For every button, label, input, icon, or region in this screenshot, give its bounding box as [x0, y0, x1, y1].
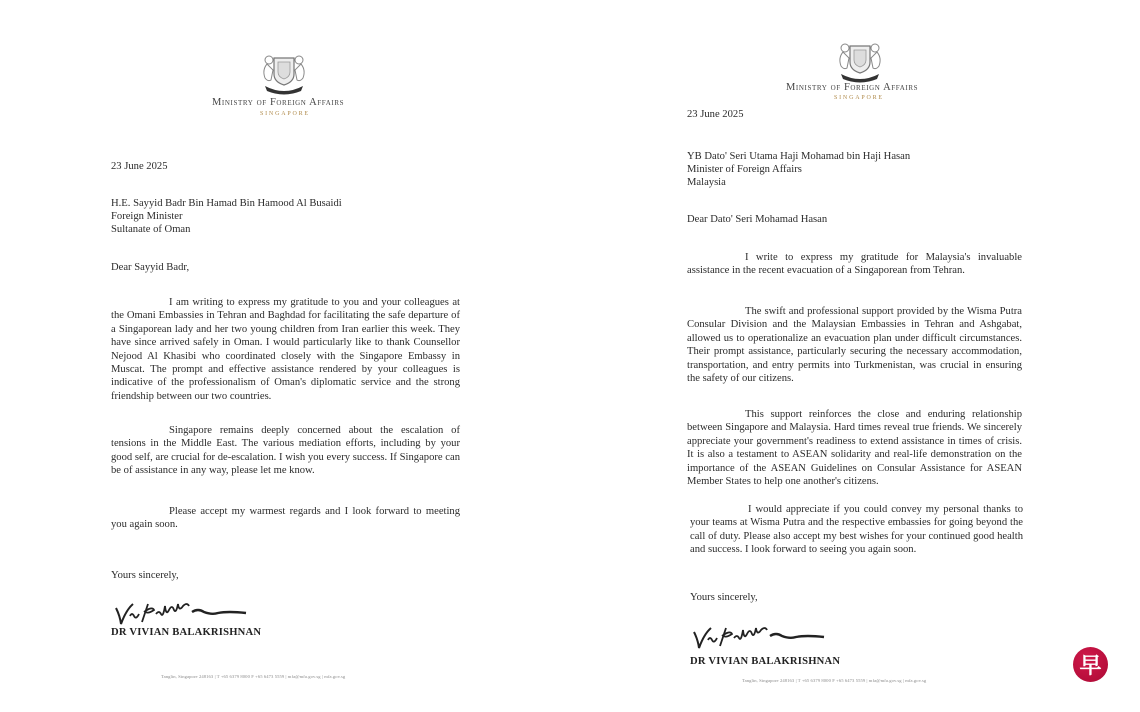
letterhead-title: Ministry of Foreign Affairs [212, 97, 345, 108]
body-paragraph: I write to express my gratitude for Malaysia's invaluable assistance in the recent evacuation of a Singaporean from Tehran. [687, 252, 1022, 277]
recipient-country: Sultanate of Oman [111, 224, 191, 235]
recipient-name: YB Dato' Seri Utama Haji Mohamad bin Haji Hasan [687, 151, 911, 162]
signature-icon [110, 598, 260, 628]
signatory-name: DR VIVIAN BALAKRISHNAN [111, 627, 262, 638]
body-paragraph: Please accept my warmest regards and I look forward to meeting you again soon. [111, 506, 460, 531]
letterhead-footer: Tanglin, Singapore 248163 | T +65 6379 8000 F +65 6473 5559 | mfa@mfa.gov.sg | mfa.gov.sg [161, 674, 346, 679]
zaobao-logo-icon [1073, 647, 1108, 682]
zaobao-logo-glyph: 早 [1079, 654, 1102, 679]
body-paragraph: I am writing to express my gratitude to you and your colleagues at the Omani Embassies in Tehran and Baghdad for facilitating the safe departure of a Singaporean lady and her two young children from Iran earlier this week. They have since arrived safely in Oman. I would particularly like to thank Counsellor Nejood Al Khasibi who coordinated closely with the Singapore Embassy in Muscat. The prompt and effective assistance rendered by your colleagues is indicative of the professionalism of Oman's diplomatic service and the strong friendship between our two countries. [111, 297, 460, 402]
body-paragraph: The swift and professional support provided by the Wisma Putra Consular Division and the Malaysian Embassies in Tehran and Ashgabat, allowed us to operationalize an evacuation plan under difficult circumstances. Their prompt assistance, particularly securing the necessary accommodation, transportation, and entry permits into Turkmenistan, was crucial in ensuring the safety of our citizens. [687, 306, 1022, 385]
signature-icon [688, 622, 838, 652]
letter-date: 23 June 2025 [687, 109, 744, 120]
salutation: Dear Dato' Seri Mohamad Hasan [687, 214, 828, 225]
signatory-name: DR VIVIAN BALAKRISHNAN [690, 656, 841, 667]
singapore-coat-of-arms-icon [259, 50, 309, 96]
letter-to-malaysia [570, 0, 1140, 712]
salutation: Dear Sayyid Badr, [111, 262, 190, 273]
recipient-title: Minister of Foreign Affairs [687, 164, 802, 175]
letterhead-footer: Tanglin, Singapore 248163 | T +65 6379 8000 F +65 6473 5559 | mfa@mfa.gov.sg | mfa.gov.sg [742, 678, 927, 683]
letterhead-title: Ministry of Foreign Affairs [786, 82, 919, 93]
body-paragraph: Singapore remains deeply concerned about the escalation of tensions in the Middle East. The various mediation efforts, including by your good self, are crucial for de-escalation. I wish you every success. If Singapore can be of assistance in any way, please let me know. [111, 425, 460, 477]
letterhead-subtitle: SINGAPORE [834, 95, 884, 101]
singapore-coat-of-arms-icon [835, 38, 885, 84]
letterhead-subtitle: SINGAPORE [260, 111, 310, 117]
letter-date: 23 June 2025 [111, 161, 168, 172]
letter-to-oman [0, 0, 560, 712]
closing: Yours sincerely, [690, 592, 758, 603]
recipient-title: Foreign Minister [111, 211, 183, 222]
body-paragraph: This support reinforces the close and enduring relationship between Singapore and Malaysia. Hard times reveal true friends. We sincerely appreciate your government's readiness to extend assistance in times of crisis. It is also a testament to ASEAN solidarity and real-life demonstration on the importance of the ASEAN Guidelines on Consular Assistance for ASEAN Member States to help one another's citizens. [687, 409, 1022, 488]
recipient-name: H.E. Sayyid Badr Bin Hamad Bin Hamood Al Busaidi [111, 198, 342, 209]
body-paragraph: I would appreciate if you could convey my personal thanks to your teams at Wisma Putra and the respective embassies for going beyond the call of duty. Please also accept my best wishes for your continued good health and success. I look forward to seeing you again soon. [690, 504, 1023, 556]
recipient-country: Malaysia [687, 177, 726, 188]
closing: Yours sincerely, [111, 570, 179, 581]
